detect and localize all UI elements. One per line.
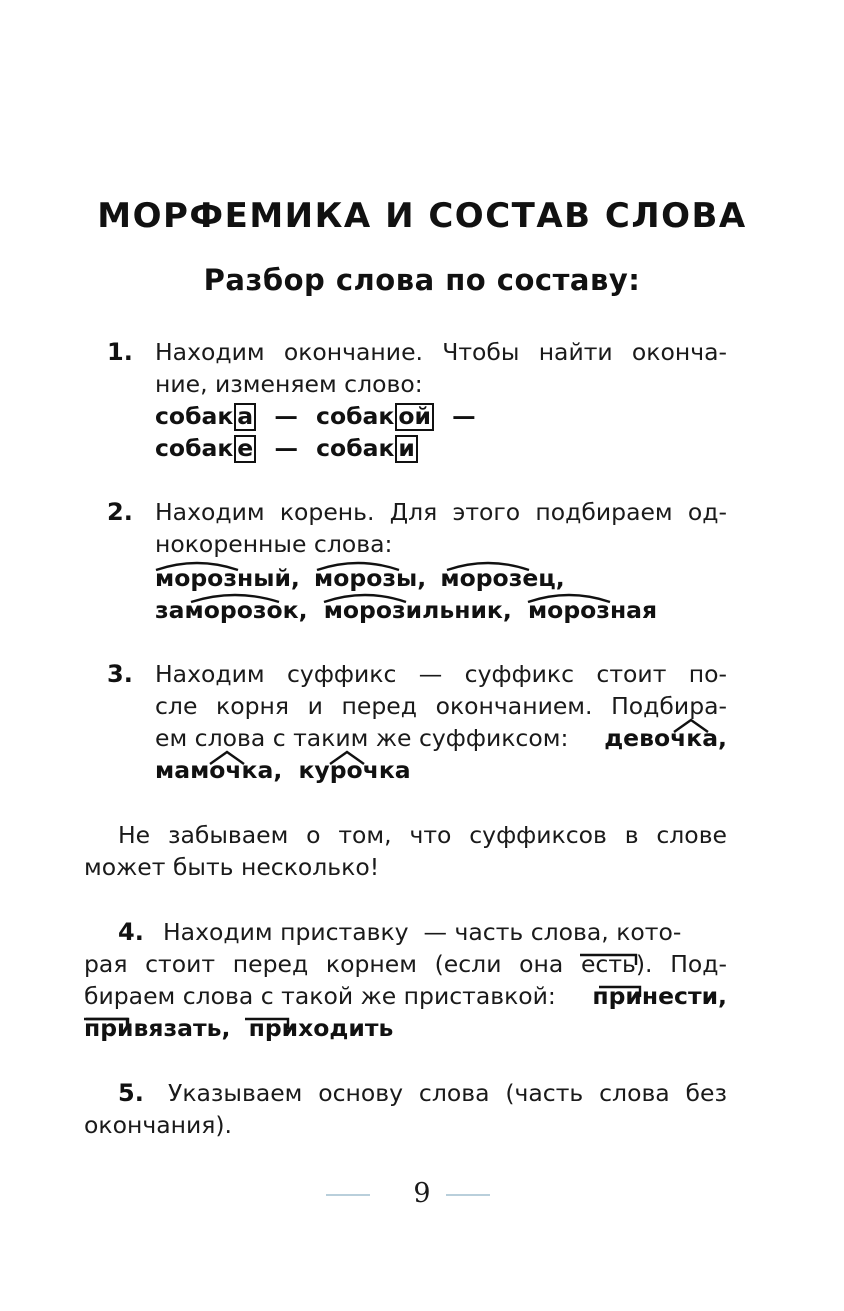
ending-box: и [395, 435, 417, 463]
ending-box: а [234, 403, 256, 431]
page-subtitle: Разбор слова по составу: [203, 263, 641, 297]
step-3-bold-word: девочка, [604, 724, 727, 752]
dash: — [274, 402, 298, 430]
prefix-bracket [86, 1019, 127, 1029]
suffix-hat [210, 752, 244, 764]
word-stem: собак [155, 434, 234, 462]
word-stem: собак [316, 402, 395, 430]
step-2-number: 2. [107, 498, 133, 526]
prefix-bracket [245, 1019, 288, 1029]
word-stem: собак [155, 402, 234, 430]
page-title: МОРФЕМИКА И СОСТАВ СЛОВА [97, 196, 747, 236]
dash: — [274, 434, 298, 462]
step-4-text: Находим приставку — часть слова, кото- [163, 918, 682, 946]
suffix-hat [330, 752, 364, 764]
step-2-line-1: Находим корень. Для этого подбираем од- [155, 498, 727, 526]
step-2-line-2: нокоренные слова: [155, 530, 393, 558]
root-arc [317, 563, 399, 570]
dash: — [452, 402, 476, 430]
suffix-hat [674, 720, 708, 732]
step-2-example-2: заморозок, морозильник, морозная [155, 596, 658, 624]
prefix-bracket [580, 955, 636, 965]
root-arc [191, 595, 279, 602]
step-4-line-2: рая стоит перед корнем (если она есть). Под- [84, 950, 727, 978]
step-1-line-2: ние, изменяем слово: [155, 370, 423, 398]
ending-box: ой [395, 403, 434, 431]
step-1-number: 1. [107, 338, 133, 366]
step-4-bold-word: принести, [592, 982, 727, 1010]
step-5-line-2: окончания). [84, 1111, 233, 1139]
root-arc [447, 563, 529, 570]
word-stem: собак [316, 434, 395, 462]
step-3-line-1: Находим суффикс — суффикс стоит по- [155, 660, 727, 688]
note-line-2: может быть несколько! [84, 853, 380, 881]
step-3-line-2: сле корня и перед окончанием. Подбира- [155, 692, 727, 720]
note-line-1: Не забываем о том, что суффиксов в слове [118, 821, 727, 849]
step-3-line-4: мамочка, курочка [155, 756, 411, 784]
step-4-number: 4. [118, 918, 144, 946]
step-5-line-1: Указываем основу слова (часть слова без [168, 1079, 727, 1107]
ending-box: е [234, 435, 256, 463]
step-3-text: ем слова с таким же суффиксом: [155, 724, 569, 752]
step-2-example-1: морозный, морозы, морозец, [155, 564, 565, 592]
step-4-text: бираем слова с такой же приставкой: [84, 982, 556, 1010]
prefix-bracket [84, 1019, 128, 1029]
step-5-number: 5. [118, 1079, 144, 1107]
root-arc [156, 563, 238, 570]
page-number: 9 [413, 1178, 431, 1209]
root-arc [528, 595, 610, 602]
footer-rule-right [446, 1194, 490, 1196]
step-4-line-4: привязать, приходить [84, 1014, 394, 1042]
step-3-number: 3. [107, 660, 133, 688]
step-1-line-1: Находим окончание. Чтобы найти оконча- [155, 338, 727, 366]
root-arc [324, 595, 406, 602]
prefix-bracket [599, 987, 640, 997]
